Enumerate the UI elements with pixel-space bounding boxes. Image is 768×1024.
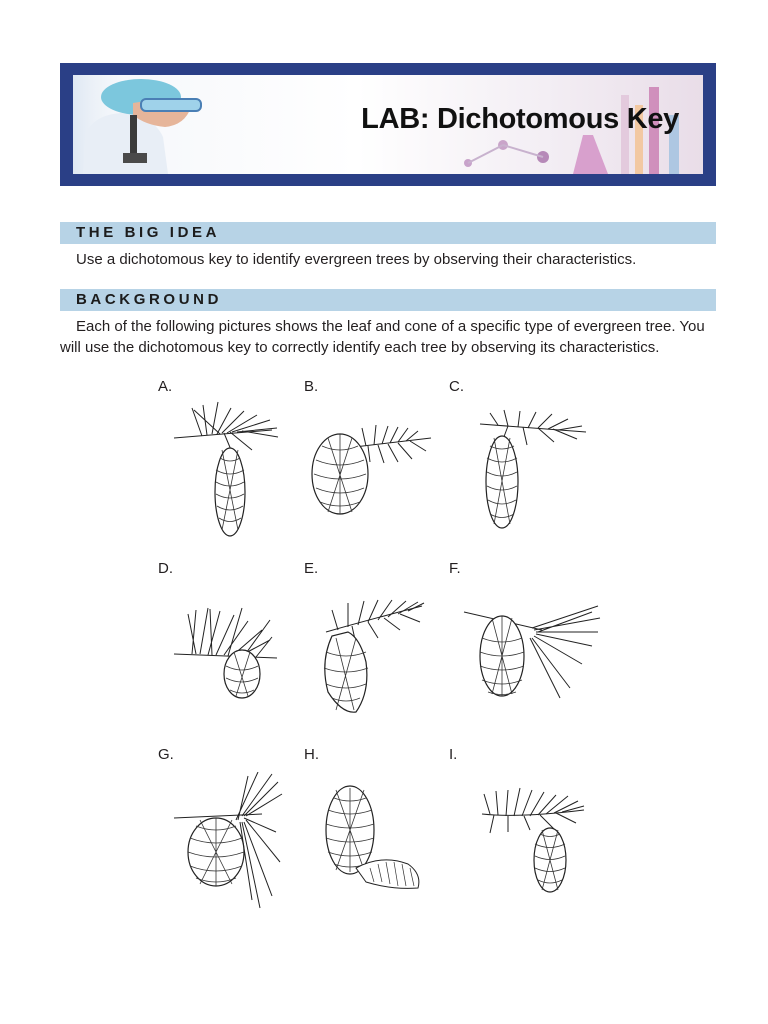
figure-label-f: F.	[449, 560, 461, 577]
figure-label-i: I.	[449, 746, 458, 763]
background-text-line-2: will use the dichotomous key to correctly identify each tree by observing its characteristics.	[60, 339, 660, 356]
figure-label-e: E.	[304, 560, 319, 577]
pine-cone-branch-icon-c	[478, 408, 590, 532]
figure-label-g: G.	[158, 746, 174, 763]
pine-cone-branch-icon-f	[462, 604, 602, 700]
big-idea-section-header	[60, 222, 716, 244]
figure-label-b: B.	[304, 378, 319, 395]
background-heading: BACKGROUND	[76, 291, 222, 308]
pine-cone-branch-icon-h	[322, 784, 426, 894]
pine-cone-branch-icon-a	[172, 400, 282, 540]
pine-cone-branch-icon-e	[318, 592, 428, 716]
big-idea-text: Use a dichotomous key to identify evergreen trees by observing their characteristics.	[76, 251, 637, 268]
big-idea-heading: THE BIG IDEA	[76, 224, 221, 241]
background-section-header	[60, 289, 716, 311]
pine-cone-branch-icon-g	[172, 772, 284, 912]
background-text-line-1: Each of the following pictures shows the leaf and cone of a specific type of evergreen tree. You	[76, 318, 705, 335]
figure-label-a: A.	[158, 378, 173, 395]
header-banner	[60, 63, 716, 186]
pine-cone-branch-icon-b	[306, 420, 436, 520]
figure-label-h: H.	[304, 746, 319, 763]
page-title: LAB: Dichotomous Key	[361, 103, 679, 135]
banner-panel	[73, 75, 703, 174]
pine-cone-branch-icon-i	[480, 784, 590, 896]
pine-cone-branch-icon-d	[172, 604, 282, 704]
figure-label-c: C.	[449, 378, 464, 395]
figure-label-d: D.	[158, 560, 173, 577]
